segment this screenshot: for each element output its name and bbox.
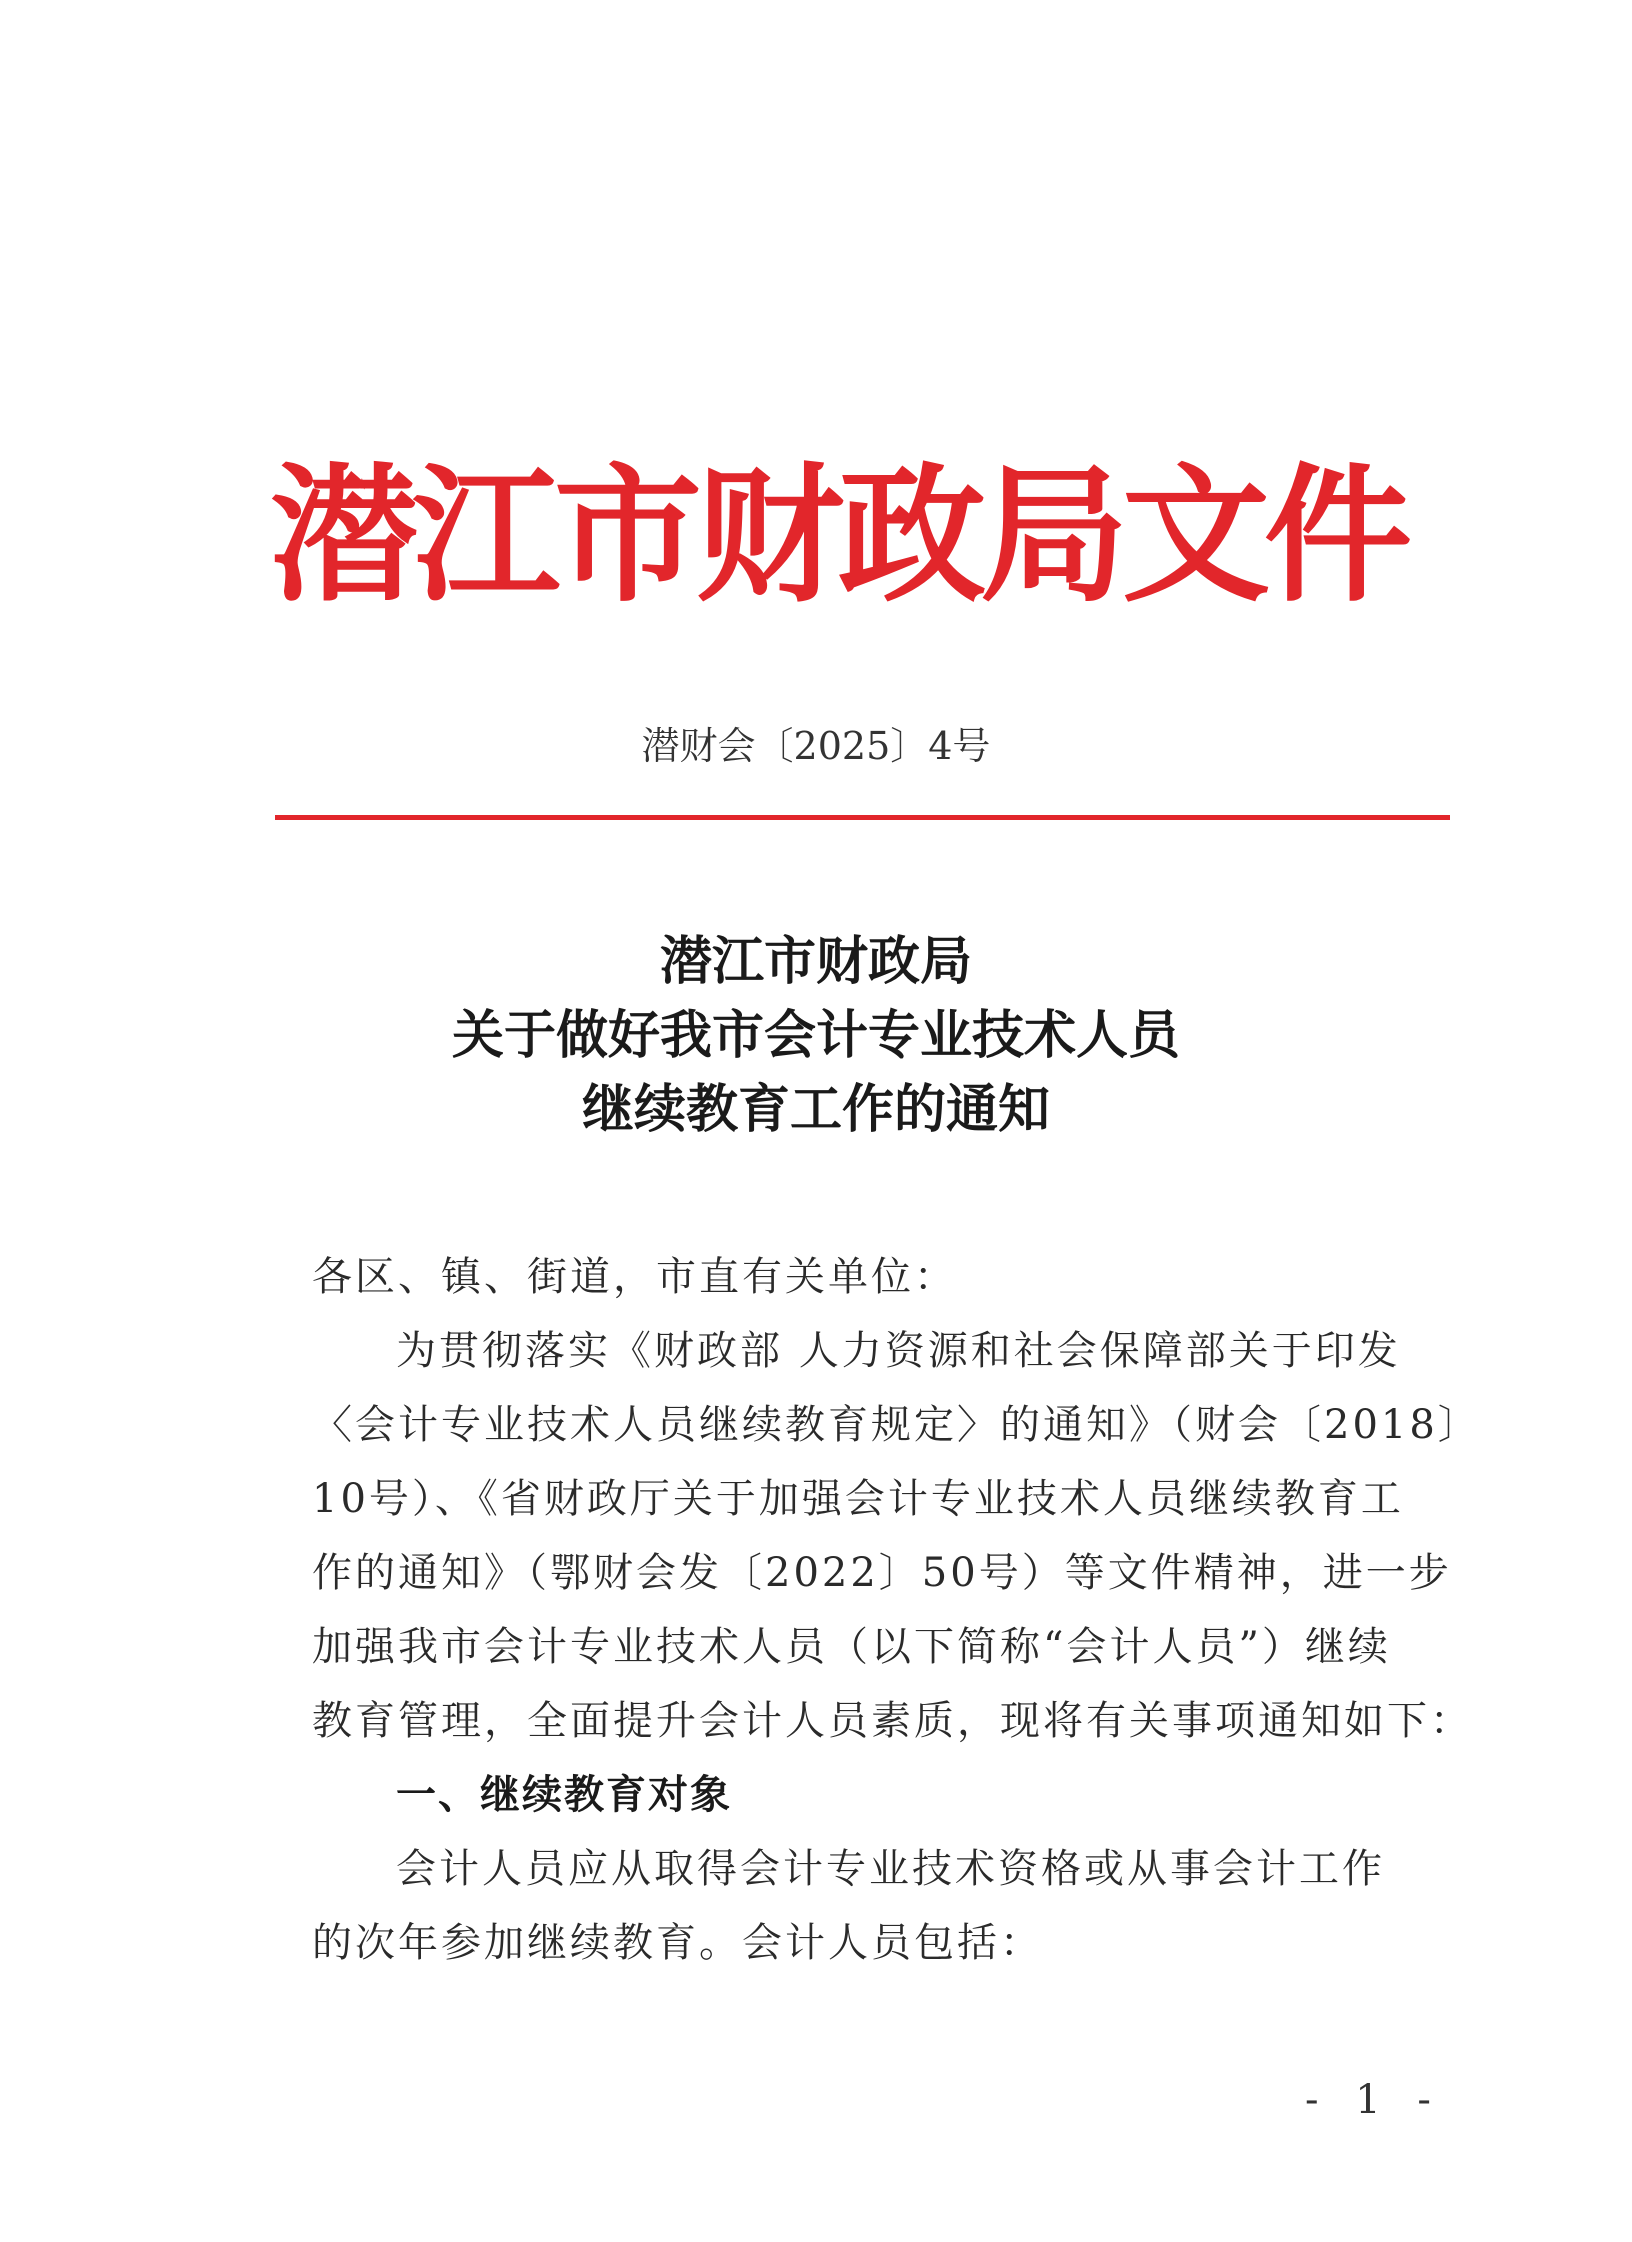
masthead-title: 潜江市财政局文件 bbox=[270, 448, 1406, 622]
red-divider-line bbox=[275, 815, 1450, 820]
paragraph-line: 的次年参加继续教育。会计人员包括： bbox=[312, 1920, 1043, 1966]
paragraph-line: 加强我市会计专业技术人员（以下简称“会计人员”）继续 bbox=[312, 1624, 1391, 1670]
notice-body bbox=[312, 1240, 1481, 1980]
notice-title bbox=[0, 925, 1632, 1147]
paragraph-line: 会计人员应从取得会计专业技术资格或从事会计工作 bbox=[396, 1846, 1385, 1892]
title-line: 继续教育工作的通知 bbox=[581, 1079, 1050, 1140]
salutation: 各区、镇、街道，市直有关单位： bbox=[312, 1254, 957, 1300]
document-number: 潜财会〔2025〕4号 bbox=[641, 724, 991, 768]
title-line: 关于做好我市会计专业技术人员 bbox=[451, 1005, 1180, 1066]
paragraph-line: 作的通知》（鄂财会发〔2022〕50号）等文件精神，进一步 bbox=[312, 1550, 1452, 1596]
page-number: - 1 - bbox=[1305, 2077, 1443, 2123]
title-line: 潜江市财政局 bbox=[659, 931, 972, 992]
paragraph-line: 10号）、《省财政厅关于加强会计专业技术人员继续教育工 bbox=[312, 1476, 1404, 1522]
paragraph-line: 为贯彻落实《财政部 人力资源和社会保障部关于印发 bbox=[396, 1328, 1401, 1374]
section-heading: 一、继续教育对象 bbox=[396, 1772, 732, 1818]
paragraph-line: 教育管理，全面提升会计人员素质，现将有关事项通知如下： bbox=[312, 1698, 1473, 1744]
paragraph-line: 〈会计专业技术人员继续教育规定〉的通知》（财会〔2018〕 bbox=[312, 1402, 1481, 1448]
